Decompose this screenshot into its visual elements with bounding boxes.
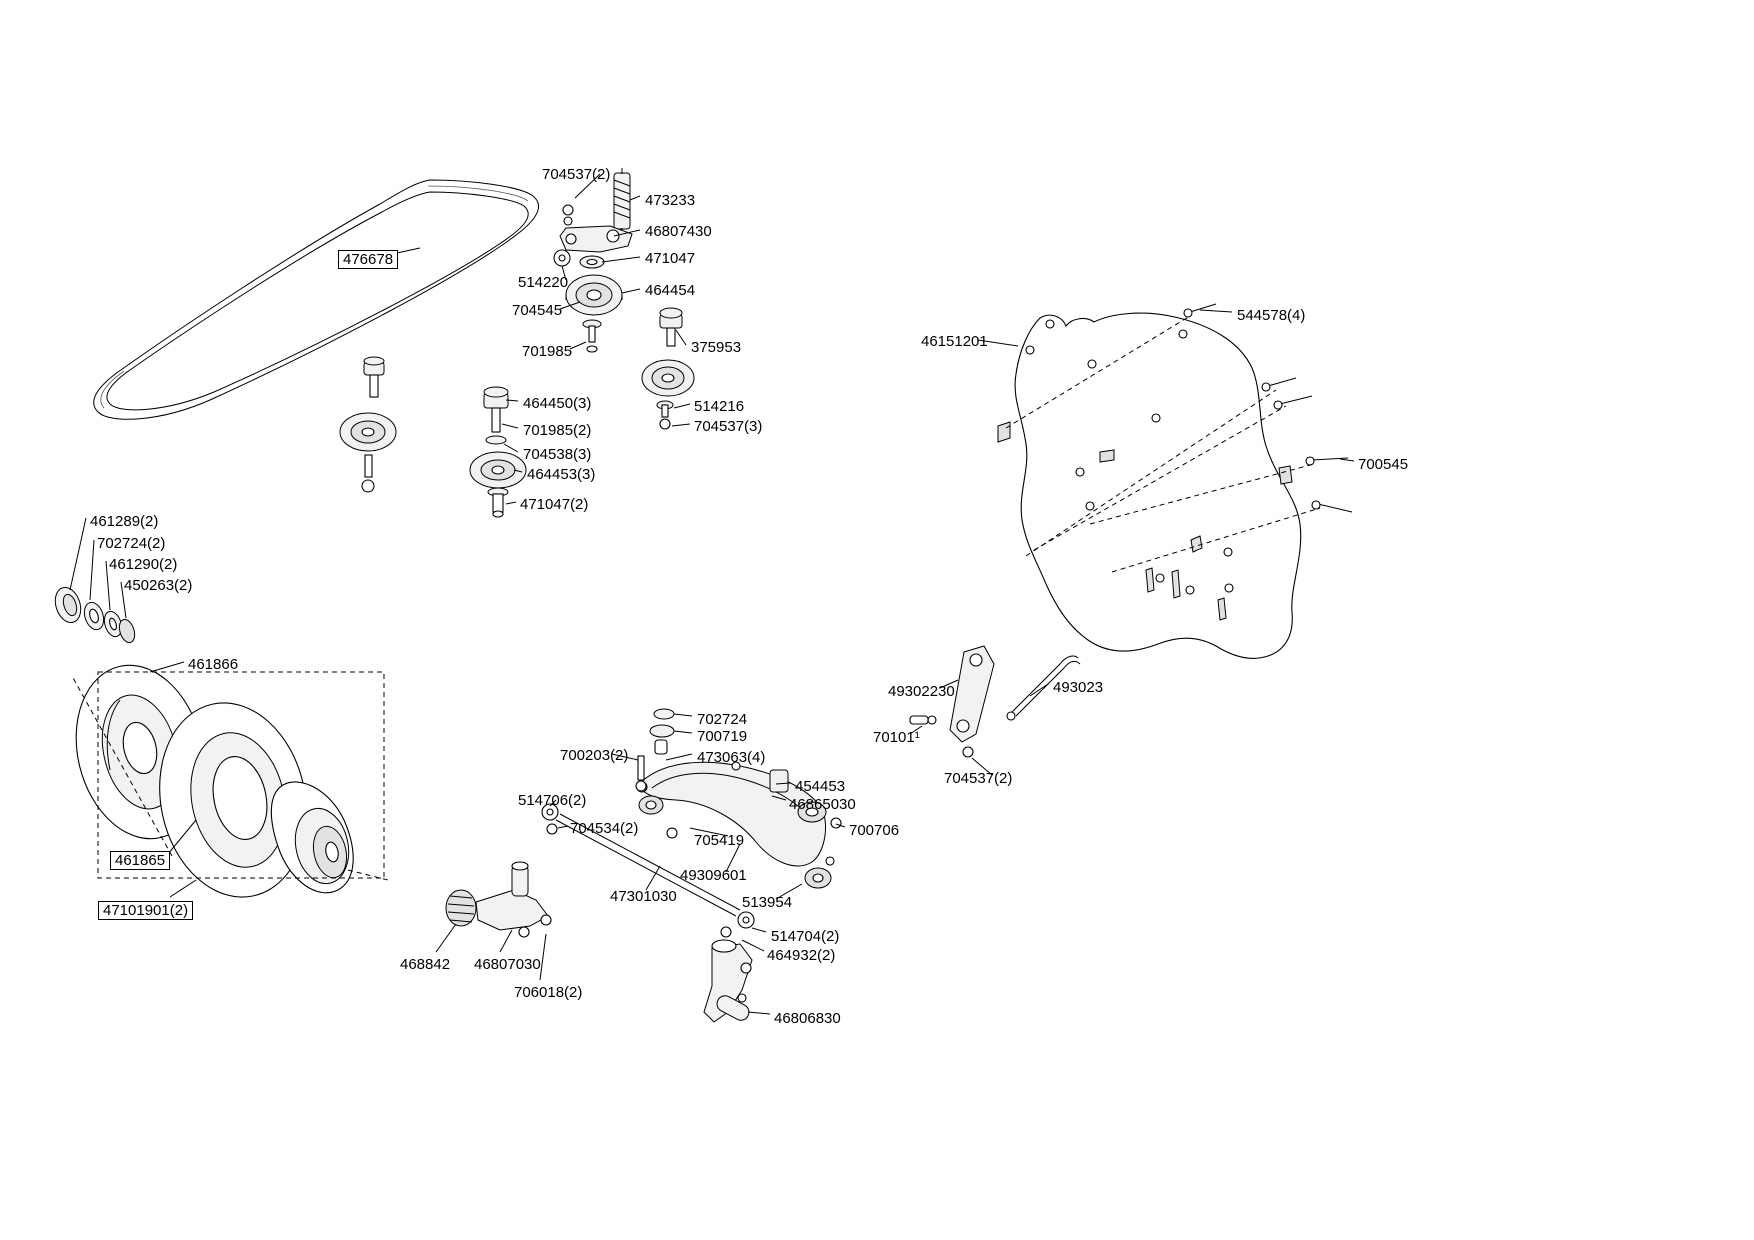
- part-number-label: 49302230: [888, 683, 955, 700]
- part-number-label: 461290(2): [109, 556, 178, 573]
- spring-473233: [614, 168, 630, 234]
- part-number-label: 450263(2): [124, 577, 193, 594]
- part-number-label: 46865030: [789, 796, 856, 813]
- part-number-label: 514706(2): [518, 792, 587, 809]
- bracket-46807430: [560, 226, 632, 252]
- part-number-label: 493023: [1053, 679, 1104, 696]
- part-number-label: 704537(2): [542, 166, 611, 183]
- pulley-lower-left: [340, 357, 396, 492]
- part-number-label: 46807030: [474, 956, 541, 973]
- part-number-label: 513954: [742, 894, 793, 911]
- part-number-label: 473063(4): [697, 749, 766, 766]
- fastener-704537-2: [563, 205, 573, 225]
- part-number-label: 471047(2): [520, 496, 589, 513]
- part-number-label: 461866: [188, 656, 239, 673]
- part-number-label: 514704(2): [771, 928, 840, 945]
- part-number-label: 704537(2): [944, 770, 1013, 787]
- part-number-label: 473233: [645, 192, 696, 209]
- part-number-label: 514216: [694, 398, 745, 415]
- part-number-label: 70101¹: [873, 729, 920, 746]
- part-number-label: 461865: [110, 851, 170, 870]
- spindle-468842: [446, 862, 551, 937]
- part-number-label: 706018(2): [514, 984, 583, 1001]
- part-number-label: 464450(3): [523, 395, 592, 412]
- part-number-label: 544578(4): [1237, 307, 1306, 324]
- part-number-label: 700719: [697, 728, 748, 745]
- spacer-471047: [554, 250, 604, 268]
- fastener-701985: [583, 320, 601, 352]
- arm-49302230: [910, 646, 994, 757]
- part-number-label: 704538(3): [523, 446, 592, 463]
- part-number-label: 701985(2): [523, 422, 592, 439]
- part-number-label: 454453: [795, 778, 846, 795]
- part-number-label: 704537(3): [694, 418, 763, 435]
- part-number-label: 464932(2): [767, 947, 836, 964]
- part-number-label: 468842: [400, 956, 451, 973]
- part-number-label: 47301030: [610, 888, 677, 905]
- cap-702724-700719: [650, 709, 674, 754]
- part-number-label: 701985: [522, 343, 573, 360]
- part-number-label: 702724(2): [97, 535, 166, 552]
- part-number-label: 49309601: [680, 867, 747, 884]
- belt-476678: [94, 180, 539, 419]
- deck-46151201: [998, 313, 1301, 658]
- part-number-label: 46151201: [921, 333, 988, 350]
- pulley-375953: [642, 308, 694, 429]
- pulley-464454: [566, 275, 622, 315]
- part-number-label: 461289(2): [90, 513, 159, 530]
- bolt-700203: [636, 756, 646, 791]
- part-number-label: 700203(2): [560, 747, 629, 764]
- part-number-label: 464454: [645, 282, 696, 299]
- part-number-label: 375953: [691, 339, 742, 356]
- spindle-46806830: [704, 940, 752, 1023]
- part-number-label: 700545: [1358, 456, 1409, 473]
- part-number-label: 514220: [518, 274, 569, 291]
- part-number-label: 46807430: [645, 223, 712, 240]
- part-number-label: 471047: [645, 250, 696, 267]
- part-number-label: 700706: [849, 822, 900, 839]
- part-number-label: 46806830: [774, 1010, 841, 1027]
- part-number-label: 705419: [694, 832, 745, 849]
- part-number-label: 464453(3): [527, 466, 596, 483]
- part-number-label: 704534(2): [570, 820, 639, 837]
- part-number-label: 47101901(2): [98, 901, 193, 920]
- part-number-label: 702724: [697, 711, 748, 728]
- part-number-label: 476678: [338, 250, 398, 269]
- part-number-label: 704545: [512, 302, 563, 319]
